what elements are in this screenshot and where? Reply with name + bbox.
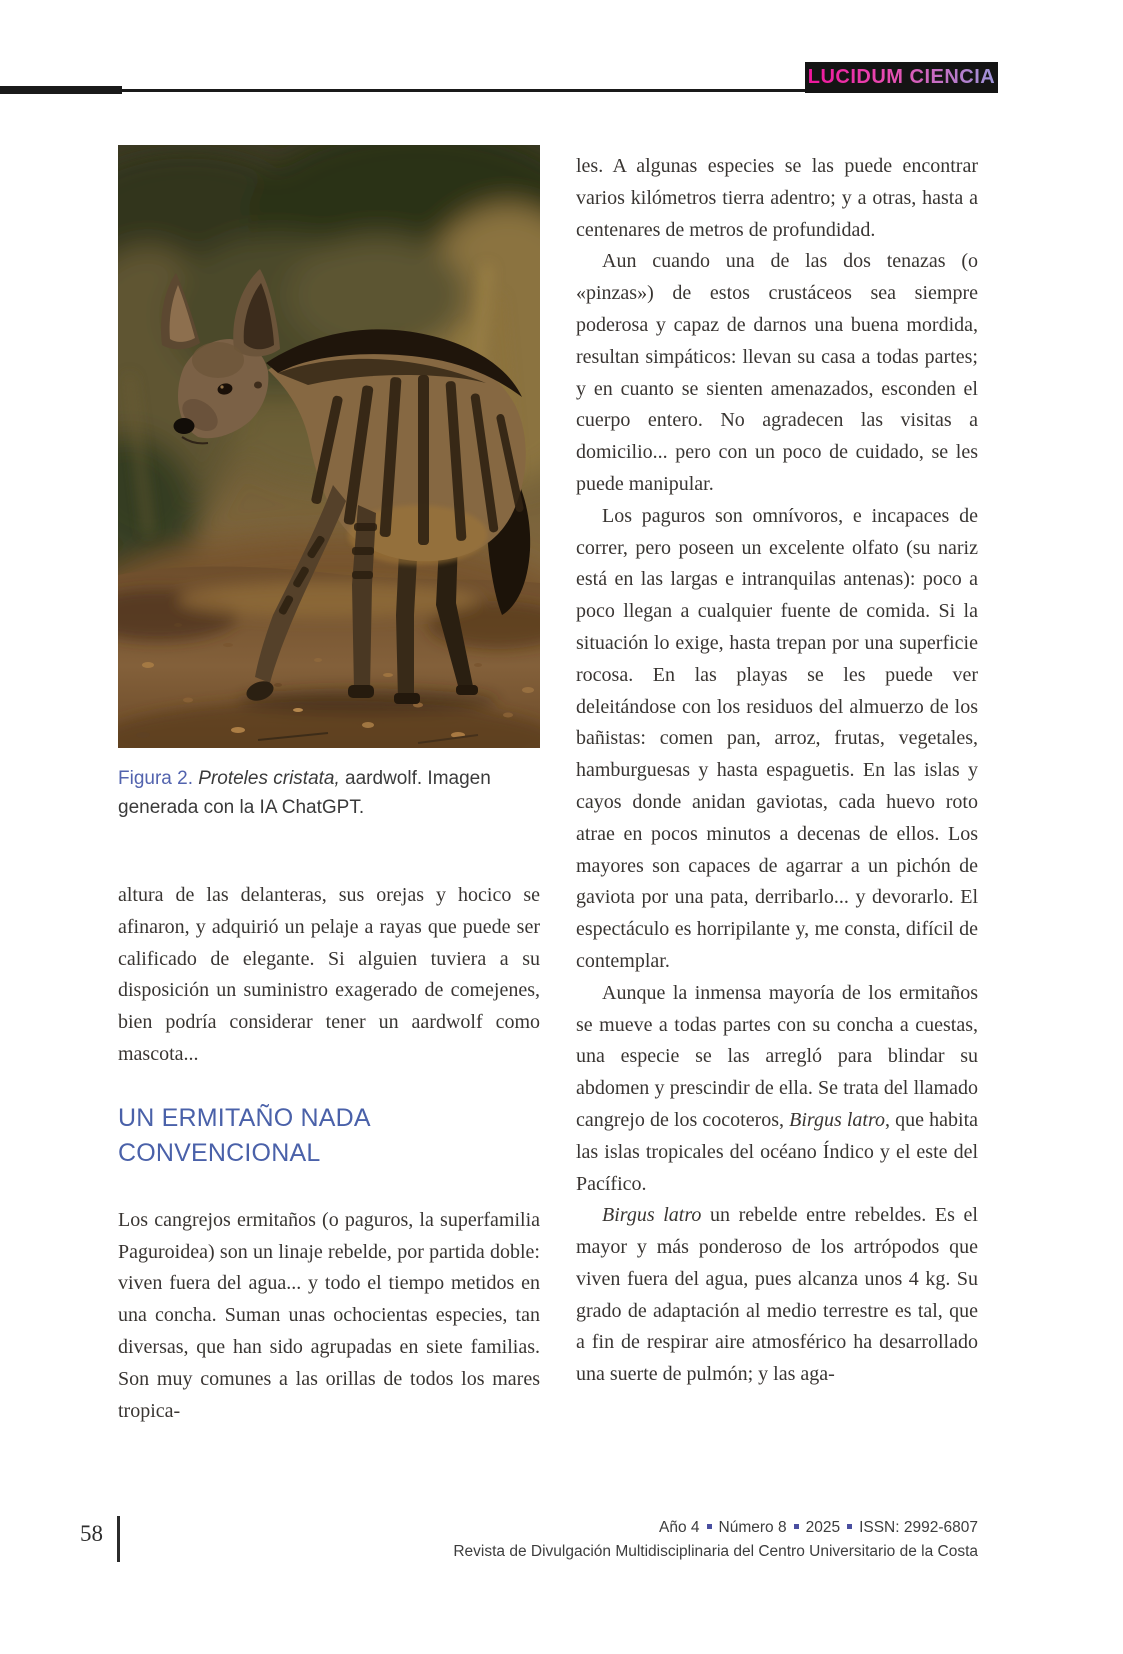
bullet-separator bbox=[847, 1524, 852, 1529]
footer-meta-line bbox=[453, 1516, 978, 1540]
footer-journal-line: Revista de Divulgación Multidisciplinaria del Centro Universitario de la Costa bbox=[453, 1543, 978, 1560]
page-footer bbox=[80, 1516, 978, 1564]
bullet-separator bbox=[707, 1524, 712, 1529]
content-columns bbox=[118, 145, 978, 1427]
footer-meta-part: 2025 bbox=[805, 1519, 841, 1536]
text-run: un rebelde entre rebeldes. Es el mayor y más ponderoso de los artrópodos que viven fuera del agua, pues alcanza unos 4 kg. Su grado de adaptación al medio terrestre es tal, que a fin de respirar aire atmosférico ha desarrollado una suerte de pulmón; y las aga- bbox=[576, 1204, 978, 1386]
italic-text-run: Birgus latro bbox=[789, 1108, 886, 1131]
figure-caption bbox=[118, 764, 530, 822]
body-paragraph bbox=[576, 1200, 978, 1391]
header-rule-thick bbox=[0, 86, 122, 94]
text-run: altura de las delanteras, sus orejas y hocico se afinaron, y adquirió un pelaje a rayas que puede ser calificado de elegante. Si alguien tuviera a su disposición un suministro exagerado de comejenes, bien podría considerar tener un aardwolf como mascota... bbox=[118, 884, 540, 1065]
right-column bbox=[576, 145, 978, 1427]
body-paragraph bbox=[576, 501, 978, 978]
body-paragraph bbox=[118, 1205, 540, 1428]
publication-info bbox=[453, 1516, 978, 1564]
text-run: Aun cuando una de las dos tenazas (o «pinzas») de estos crustáceos sea siempre poderosa y capaz de darnos una buena mordida, resultan simpáticos: llevan su casa a todas partes; y en cuanto se sienten amenazados, esconden el cuerpo entero. No agradecen las visitas a domicilio... pero con un poco de cuidado, se les puede manipular. bbox=[576, 250, 978, 495]
italic-text-run: Birgus latro bbox=[602, 1204, 702, 1227]
text-run: Los cangrejos ermitaños (o paguros, la superfamilia Paguroidea) son un linaje rebelde, por partida doble: viven fuera del agua... y todo el tiempo metidos en una concha. Suman unas ochocientas especies, tan diversas, que han sido agrupadas en siete familias. Son muy comunes a las orillas de todos los mares tropica- bbox=[118, 1208, 540, 1422]
body-paragraph bbox=[576, 246, 978, 500]
figure-aardwolf bbox=[118, 145, 540, 822]
figure-caption-label: Figura 2. bbox=[118, 768, 193, 789]
text-run: les. A algunas especies se las puede encontrar varios kilómetros tierra adentro; y a otras, hasta a centenares de metros de profundidad. bbox=[576, 155, 978, 241]
text-run: Aunque la inmensa mayoría de los ermitaños se mueve a todas partes con su concha a cuestas, una especie se las arregló para blindar su abdomen y prescindir de ella. Se trata del llamado cangrejo de los cocoteros, bbox=[576, 981, 978, 1131]
footer-divider bbox=[117, 1516, 120, 1562]
bullet-separator bbox=[794, 1524, 799, 1529]
page-number: 58 bbox=[80, 1521, 103, 1546]
figure-caption-rest: aardwolf. Imagen generada con la IA ChatGPT. bbox=[118, 768, 491, 818]
brand-badge bbox=[805, 62, 998, 93]
aardwolf-photo bbox=[118, 145, 540, 748]
brand-logo-text: LUCIDUM CIENCIA bbox=[807, 66, 996, 88]
footer-meta-part: ISSN: 2992-6807 bbox=[859, 1519, 978, 1536]
text-run: , que habita las islas tropicales del océano Índico y el este del Pacífico. bbox=[576, 1108, 978, 1195]
body-paragraph bbox=[118, 880, 540, 1071]
text-run: Los paguros son omnívoros, e incapaces de correr, pero poseen un excelente olfato (su nariz está en las largas e intranquilas antenas): poco a poco llegan a cualquier fuente de comida. Si la situación lo exige, hasta trepan por una superficie rocosa. En las playas se les puede ver deleitándose con los residuos del almuerzo de los bañistas: comen pan, arroz, frutas, vegetales, hamburguesas y hasta espaguetis. En las islas y cayos donde anidan gaviotas, cada huevo roto atrae en pocos minutos a decenas de ellos. Los mayores son capaces de agarrar a un pichón de gaviota por una pata, derribarlo... y devorarlo. El espectáculo es horripilante y, me consta, difícil de contemplar. bbox=[576, 504, 978, 972]
figure-caption-species: Proteles cristata, bbox=[198, 768, 340, 789]
left-column bbox=[118, 145, 540, 1427]
section-heading: UN ERMITAÑO NADA CONVENCIONAL bbox=[118, 1103, 370, 1167]
body-paragraph bbox=[576, 151, 978, 246]
body-paragraph bbox=[576, 978, 978, 1201]
header-rule-thin bbox=[122, 89, 805, 92]
footer-meta-part: Año 4 bbox=[659, 1519, 700, 1536]
footer-meta-part: Número 8 bbox=[718, 1519, 787, 1536]
